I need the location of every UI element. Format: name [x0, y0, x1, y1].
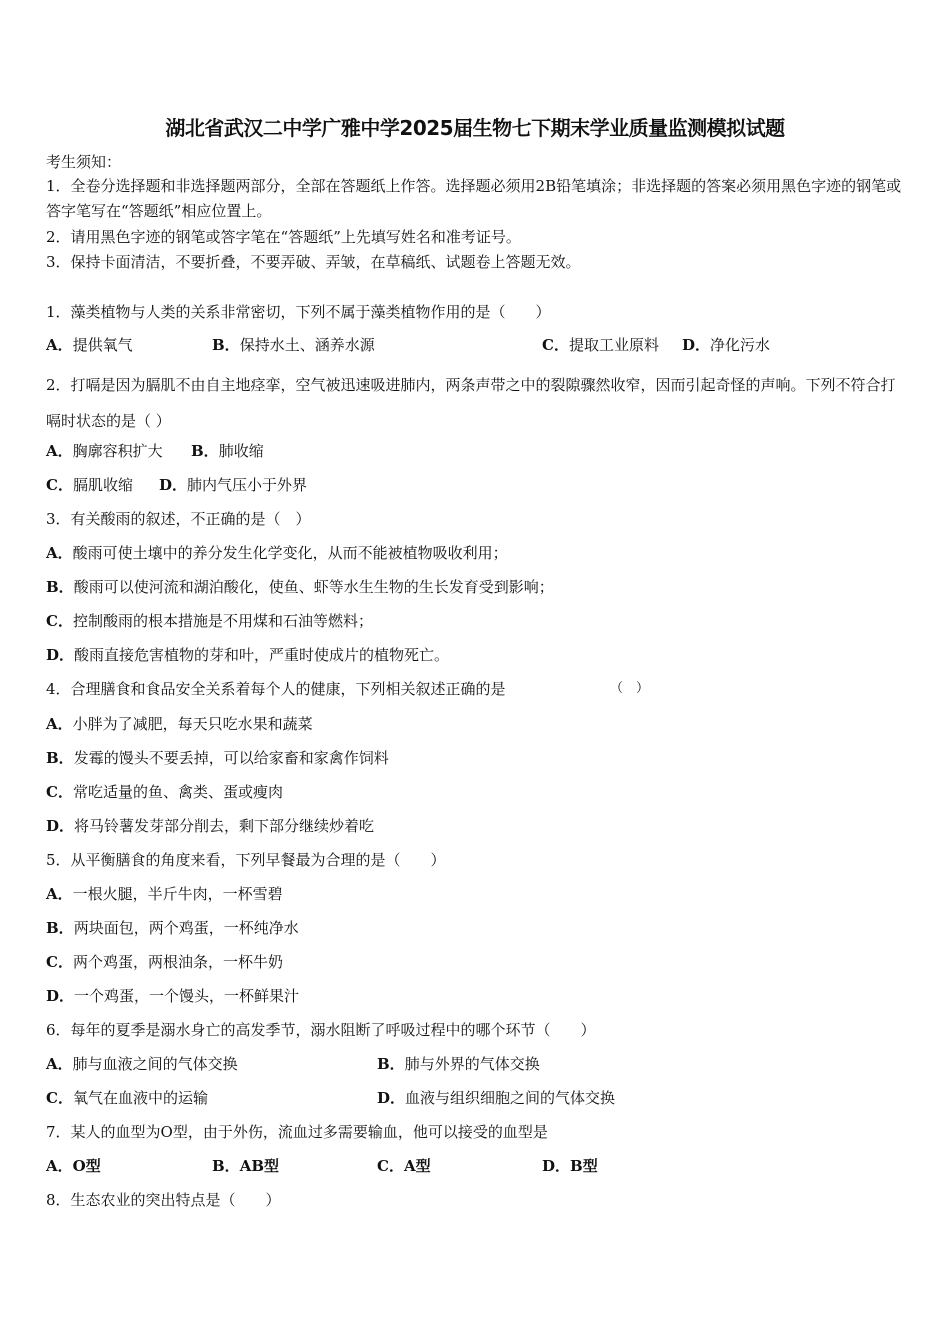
- q2-option-d: [159, 475, 307, 495]
- q4-option-d: [46, 816, 374, 836]
- option-label: A．: [46, 544, 73, 562]
- option-text: 肺收缩: [218, 442, 264, 460]
- option-label: B．: [212, 1157, 240, 1175]
- option-label: A．: [46, 715, 73, 733]
- option-label: C．: [46, 1089, 73, 1107]
- option-label: C．: [46, 783, 73, 801]
- option-label: C．: [46, 476, 73, 494]
- q6-option-d: [377, 1088, 615, 1108]
- q2-option-b: [191, 441, 264, 461]
- q3-option-b: [46, 577, 554, 597]
- option-text: 肺与外界的气体交换: [404, 1055, 540, 1073]
- option-label: D．: [46, 646, 75, 664]
- option-label: A．: [46, 1157, 73, 1175]
- option-label: D．: [46, 987, 75, 1005]
- option-text: 血液与组织细胞之间的气体交换: [405, 1089, 616, 1107]
- option-text: 提供氧气: [72, 336, 133, 354]
- exam-title: 湖北省武汉二中学广雅中学2025届生物七下期末学业质量监测模拟试题: [165, 116, 785, 140]
- option-label: D．: [542, 1157, 571, 1175]
- option-text: 一个鸡蛋，一个馒头，一杯鲜果汁: [74, 987, 300, 1005]
- q2-option-a: [46, 441, 163, 461]
- notice-item-1: 1．全卷分选择题和非选择题两部分，全部在答题纸上作答。选择题必须用2B铅笔填涂；非选择题的答案必须用黑色字迹的钢笔或答字笔写在“答题纸”相应位置上。: [46, 177, 902, 220]
- q5-option-a: [46, 884, 283, 904]
- option-text: AB型: [239, 1157, 280, 1175]
- option-text: 膈肌收缩: [72, 476, 133, 494]
- option-text: 酸雨直接危害植物的芽和叶，严重时使成片的植物死亡。: [74, 646, 450, 664]
- q5-option-c: [46, 952, 283, 972]
- option-text: 将马铃薯发芽部分削去，剩下部分继续炒着吃: [74, 817, 375, 835]
- q1-option-a: [46, 335, 133, 355]
- q5-option-d: [46, 986, 299, 1006]
- q3-option-d: [46, 645, 449, 665]
- q6-option-a: [46, 1054, 238, 1074]
- q2-option-c: [46, 475, 133, 495]
- q4-option-c: [46, 782, 283, 802]
- option-text: 酸雨可使土壤中的养分发生化学变化，从而不能被植物吸收利用；: [72, 544, 508, 562]
- option-label: A．: [46, 1055, 73, 1073]
- option-label: A．: [46, 442, 73, 460]
- option-label: D．: [377, 1089, 406, 1107]
- q3-option-a: [46, 543, 508, 563]
- option-label: D．: [46, 817, 75, 835]
- option-label: A．: [46, 885, 73, 903]
- q6-option-b: [377, 1054, 540, 1074]
- q4-option-b: [46, 748, 389, 768]
- option-text: 保持水土、涵养水源: [239, 336, 375, 354]
- option-label: D．: [682, 336, 711, 354]
- notice-heading: 考生须知：: [46, 153, 122, 171]
- q7-option-b: [212, 1156, 279, 1176]
- option-text: 净化污水: [710, 336, 771, 354]
- option-label: B．: [377, 1055, 405, 1073]
- option-label: C．: [46, 953, 73, 971]
- question-2-stem: 2．打嗝是因为膈肌不由自主地痉挛，空气被迅速吸进肺内，两条声带之中的裂隙骤然收窄，因而引起奇怪的声响。下列不符合打嗝时状态的是（ ）: [46, 376, 896, 430]
- option-label: D．: [159, 476, 188, 494]
- q7-option-d: [542, 1156, 598, 1176]
- option-label: B．: [46, 749, 74, 767]
- option-label: C．: [542, 336, 569, 354]
- option-label: B．: [212, 336, 240, 354]
- option-text: 发霉的馒头不要丢掉，可以给家畜和家禽作饲料: [73, 749, 389, 767]
- option-label: C．: [46, 612, 73, 630]
- question-3-stem: 3．有关酸雨的叙述，不正确的是（ ）: [46, 510, 311, 528]
- option-text: 常吃适量的鱼、禽类、蛋或瘦肉: [72, 783, 283, 801]
- q1-option-b: [212, 335, 375, 355]
- question-6-stem: 6．每年的夏季是溺水身亡的高发季节，溺水阻断了呼吸过程中的哪个环节（ ）: [46, 1021, 596, 1039]
- option-label: C．: [377, 1157, 404, 1175]
- option-text: 肺与血液之间的气体交换: [72, 1055, 238, 1073]
- option-text: 一根火腿，半斤牛肉，一杯雪碧: [72, 885, 283, 903]
- q5-option-b: [46, 918, 299, 938]
- option-text: 酸雨可以使河流和湖泊酸化，使鱼、虾等水生生物的生长发育受到影响；: [73, 578, 554, 596]
- question-8-stem: 8．生态农业的突出特点是（ ）: [46, 1191, 281, 1209]
- option-text: 肺内气压小于外界: [187, 476, 308, 494]
- option-text: 氧气在血液中的运输: [72, 1089, 208, 1107]
- notice-item-3: 3．保持卡面清洁，不要折叠，不要弄破、弄皱，在草稿纸、试题卷上答题无效。: [46, 253, 581, 271]
- q1-option-d: [682, 335, 770, 355]
- option-text: 控制酸雨的根本措施是不用煤和石油等燃料；: [72, 612, 373, 630]
- option-text: 提取工业原料: [568, 336, 659, 354]
- q3-option-c: [46, 611, 373, 631]
- option-label: B．: [46, 578, 74, 596]
- option-text: 胸廓容积扩大: [72, 442, 163, 460]
- question-4-blank: （ ）: [610, 681, 650, 696]
- option-label: A．: [46, 336, 73, 354]
- question-5-stem: 5．从平衡膳食的角度来看，下列早餐最为合理的是（ ）: [46, 851, 446, 869]
- option-text: B型: [570, 1157, 598, 1175]
- q1-option-c: [542, 335, 659, 355]
- notice-item-2: 2．请用黑色字迹的钢笔或答字笔在“答题纸”上先填写姓名和准考证号。: [46, 228, 521, 246]
- option-label: B．: [46, 919, 74, 937]
- option-text: 两个鸡蛋，两根油条，一杯牛奶: [72, 953, 283, 971]
- option-text: O型: [72, 1157, 101, 1175]
- question-4-stem: 4．合理膳食和食品安全关系着每个人的健康，下列相关叙述正确的是: [46, 680, 506, 698]
- option-label: B．: [191, 442, 219, 460]
- option-text: 两块面包，两个鸡蛋，一杯纯净水: [73, 919, 299, 937]
- question-1-stem: 1．藻类植物与人类的关系非常密切，下列不属于藻类植物作用的是（ ）: [46, 303, 551, 321]
- q4-option-a: [46, 714, 313, 734]
- option-text: 小胖为了减肥，每天只吃水果和蔬菜: [72, 715, 313, 733]
- q7-option-c: [377, 1156, 431, 1176]
- q6-option-c: [46, 1088, 208, 1108]
- question-7-stem: 7．某人的血型为O型，由于外伤，流血过多需要输血，他可以接受的血型是: [46, 1123, 548, 1141]
- option-text: A型: [403, 1157, 431, 1175]
- q7-option-a: [46, 1156, 101, 1176]
